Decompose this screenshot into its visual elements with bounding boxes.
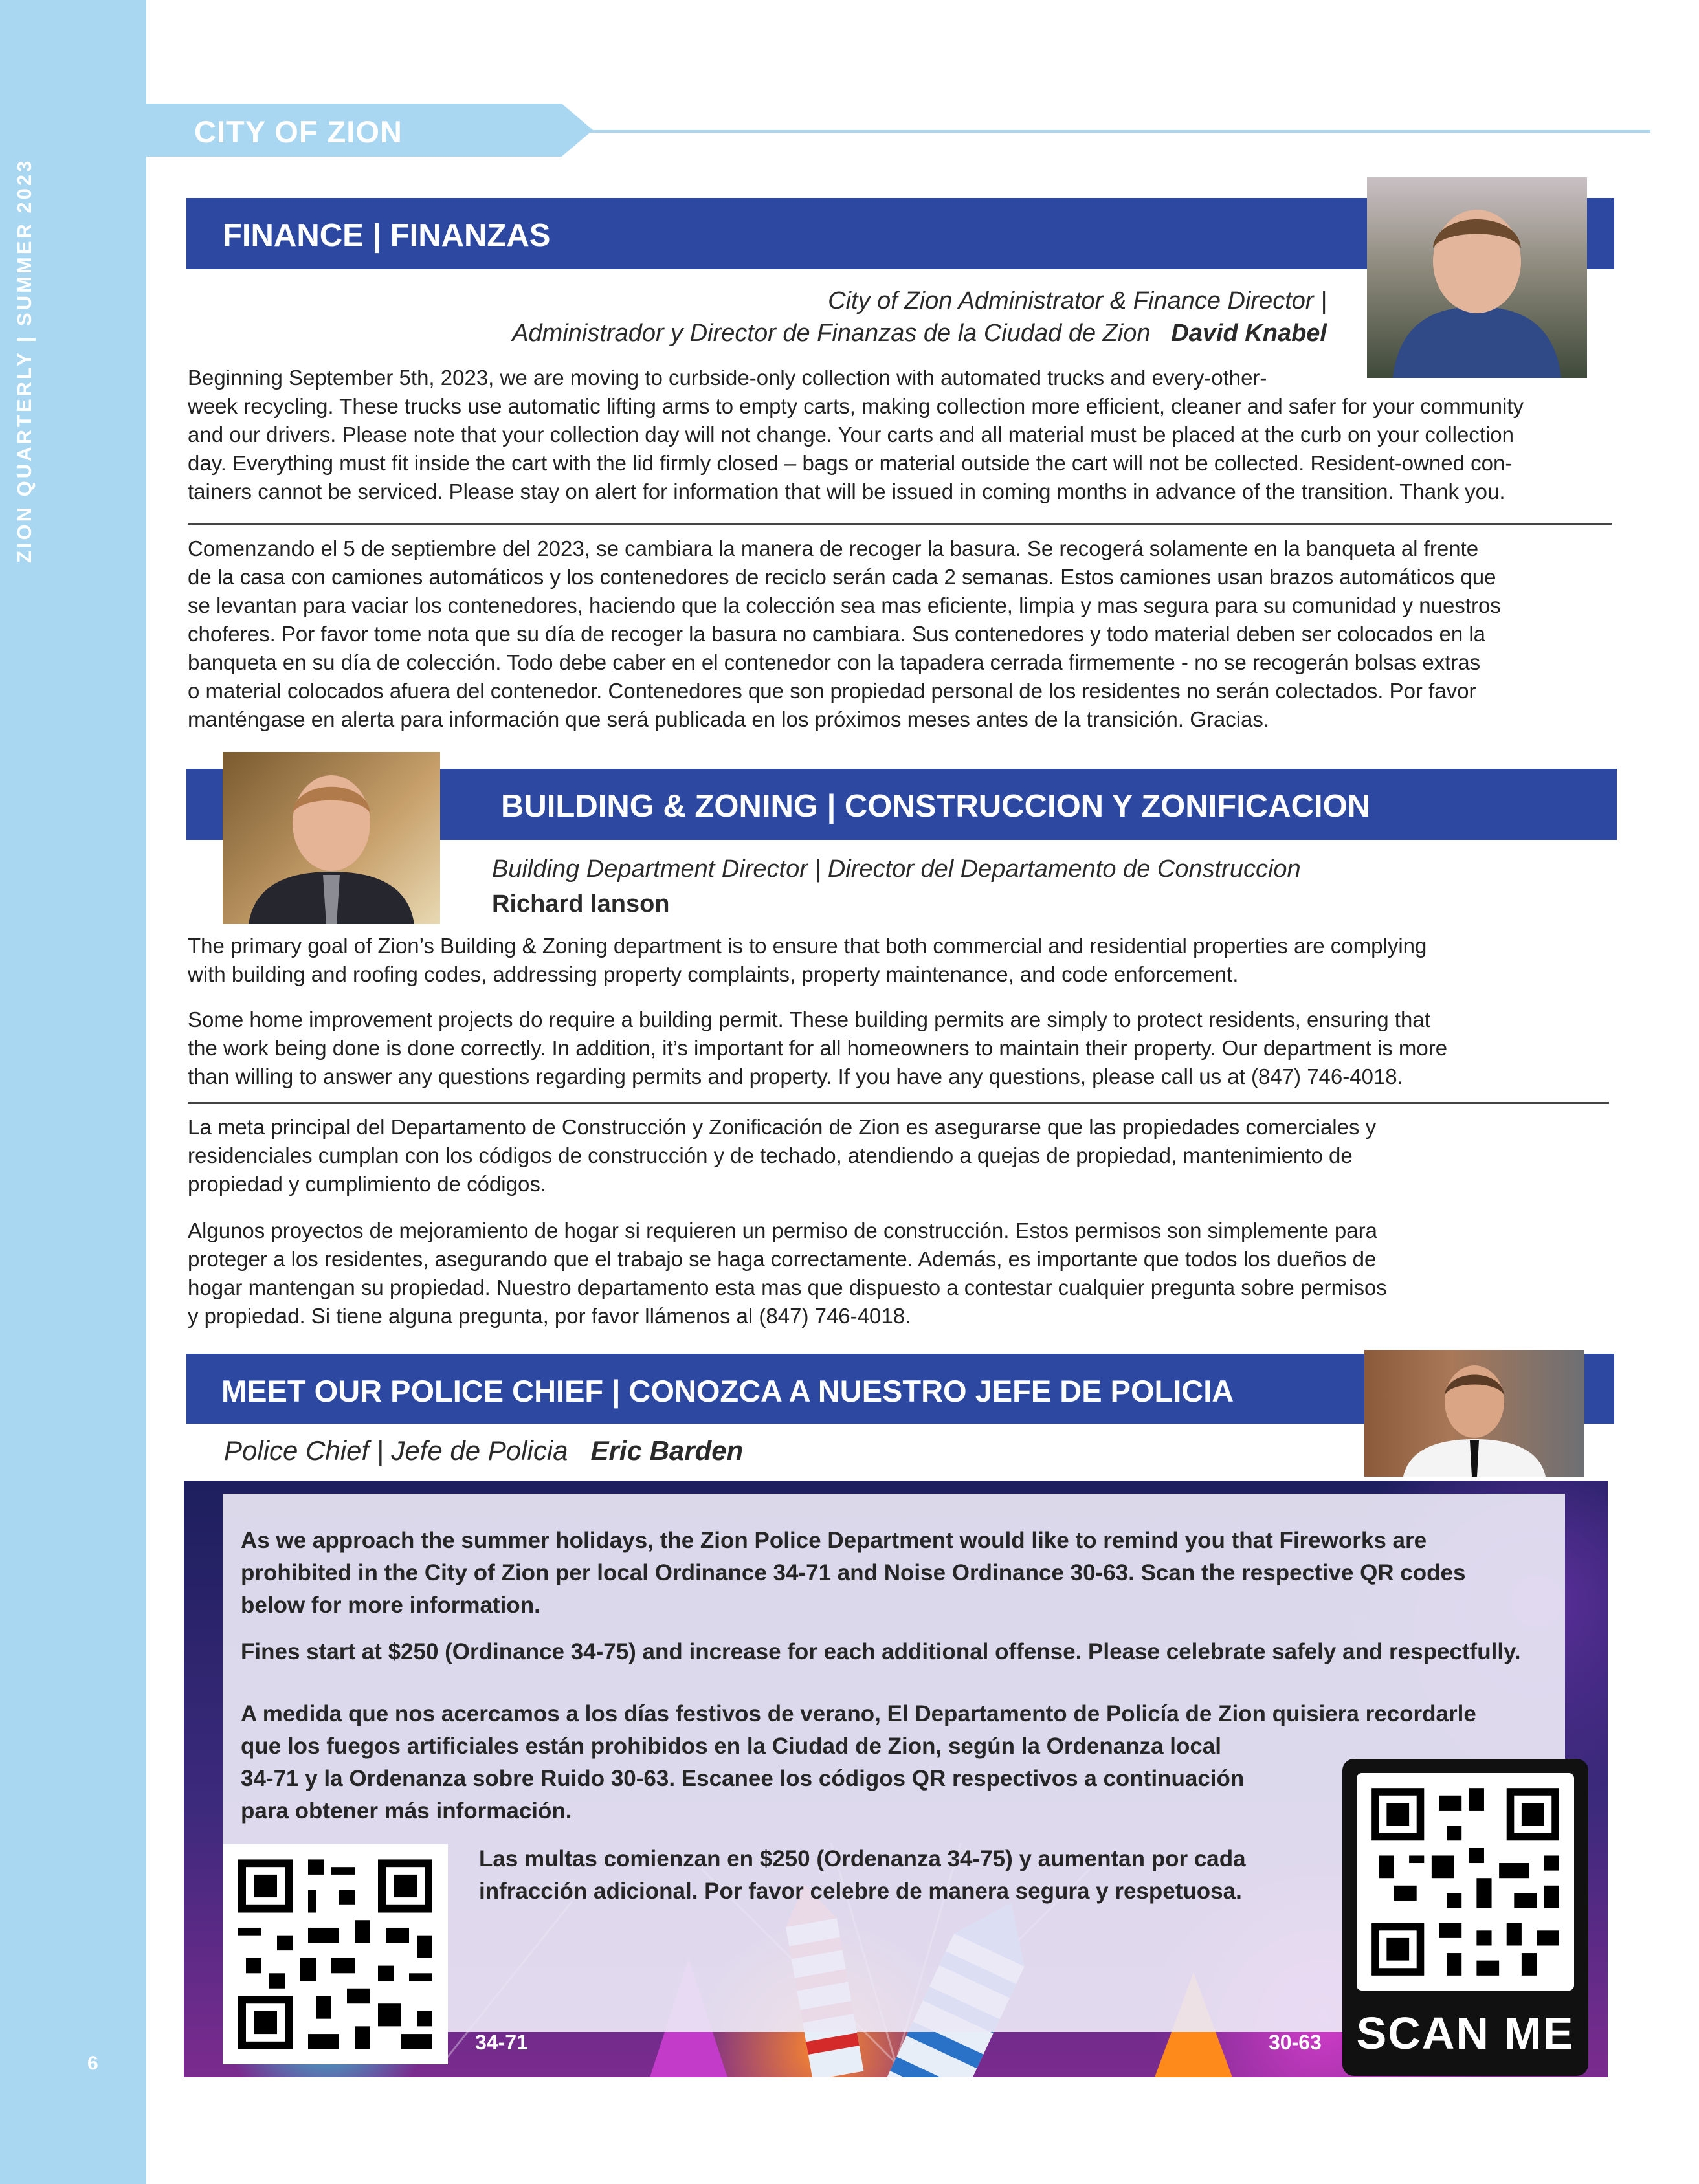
finance-role-line1: City of Zion Administrator & Finance Director | (828, 287, 1327, 314)
finance-title: FINANCE | FINANZAS (223, 218, 551, 253)
qr-code-ordinance-34-71[interactable] (223, 1844, 448, 2064)
fireworks-notice-english: As we approach the summer holidays, the Zion Police Department would like to remind you that Fireworks are prohibited in the City of Zion per local Ordinance 34-71 and Noise Ordinance 30-63. Scan the respective QR codes below for more information. (241, 1528, 1466, 1618)
building-role: Building Department Director | Director del Departamento de Construccion (492, 855, 1301, 883)
qr-icon (223, 1844, 448, 2064)
building-spanish-paragraph-1: La meta principal del Departamento de Construcción y Zonificación de Zion es asegurarse que las propiedades comerciales y residenciales cumplan con los códigos de construcción y de techado, atendiendo a quejas de propiedad, mantenimiento de propiedad y cumplimiento de códigos. (188, 1115, 1377, 1196)
issue-label: ZION QUARTERLY | SUMMER 2023 (13, 158, 36, 563)
building-director-name: Richard lanson (492, 890, 670, 918)
finance-english-paragraph: Beginning September 5th, 2023, we are moving to curbside-only collection with automated trucks and every-other- week recycling. These trucks use automatic lifting arms to empty carts, making collection more efficient, cleaner and safer for your community and our drivers. Please note that your collection day will not change. Your carts and all material must be placed at the curb on your collection day. Everything must fit inside the cart with the lid firmly closed – bags or material outside the cart will not be collected. Resident-owned con- tainers cannot be serviced. Please stay on alert for information that will be issued in coming months in advance of the transition. Thank you. (188, 366, 1524, 503)
building-director-photo (223, 752, 440, 924)
building-title: BUILDING & ZONING | CONSTRUCCION Y ZONIFICACION (501, 789, 1371, 824)
building-spanish-paragraph-2: Algunos proyectos de mejoramiento de hogar si requieren un permiso de construcción. Estos permisos son simplemente para proteger a los residentes, asegurando que el trabajo se haga correctamente. Además, es importante que todos los dueños de hogar mantengan su propiedad. Nuestro departamento esta mas que dispuesto a contestar cualquier pregunta sobre permisos y propiedad. Si tiene alguna pregunta, por favor llámenos al (847) 746-4018. (188, 1219, 1387, 1328)
building-english-paragraph-1: The primary goal of Zion’s Building & Zoning department is to ensure that both commercial and residential properties are complying with building and roofing codes, addressing property complaints, property maintenance, and code enforcement. (188, 934, 1427, 986)
finance-director-name: David Knabel (1171, 320, 1327, 347)
police-title: MEET OUR POLICE CHIEF | CONOZCA A NUESTRO JEFE DE POLICIA (221, 1374, 1234, 1408)
qr-label-34-71: 34-71 (475, 2031, 528, 2054)
page-number: 6 (87, 2053, 98, 2074)
fines-spanish: Las multas comienzan en $250 (Ordenanza 34-75) y aumentan por cada infracción adicional. Por favor celebre de manera segura y respetuosa. (479, 1846, 1246, 1904)
scan-me-label: SCAN ME (1356, 2008, 1575, 2058)
fireworks-notice-panel (184, 1481, 1608, 2077)
police-chief-photo (1364, 1350, 1584, 1477)
qr-box (1357, 1773, 1574, 1991)
city-title: CITY OF ZION (194, 115, 403, 149)
building-english-paragraph-2: Some home improvement projects do require a building permit. These building permits are simply to protect residents, ensuring that the work being done is done correctly. In addition, it’s important for all homeowners to maintain their property. Our department is more than willing to answer any questions regarding permits and property. If you have any questions, please call us at (847) 746-4018. (188, 1008, 1448, 1088)
qr-code-ordinance-30-63[interactable] (1342, 1759, 1588, 2076)
qr-icon (1357, 1773, 1574, 1991)
divider (188, 523, 1612, 525)
divider (188, 1102, 1609, 1104)
police-role: Police Chief | Jefe de Policia (224, 1435, 568, 1466)
header-rule (583, 130, 1650, 133)
fireworks-notice-spanish: A medida que nos acercamos a los días festivos de verano, El Departamento de Policía de Zion quisiera recordarle que los fuegos artificiales están prohibidos en la Ciudad de Zion, según la Ordenanza local 34-71 y la Ordenanza sobre Ruido 30-63. Escanee los códigos QR respectivos a continuación para obtener más información. (241, 1701, 1476, 1824)
finance-role-line2: Administrador y Director de Finanzas de la Ciudad de Zion (512, 320, 1151, 347)
fines-english: Fines start at $250 (Ordinance 34-75) and increase for each additional offense. Please celebrate safely and respectfully. (241, 1639, 1521, 1664)
finance-spanish-paragraph: Comenzando el 5 de septiembre del 2023, se cambiara la manera de recoger la basura. Se recogerá solamente en la banqueta al frente de la casa con camiones automáticos y los contenedores de reciclo serán cada 2 semanas. Estos camiones usan brazos automáticos que se levantan para vaciar los contenedores, haciendo que la colección sea mas eficiente, limpia y mas segura para su comunidad y nuestros choferes. Por favor tome nota que su día de recoger la basura no cambiara. Sus contenedores y todo material deben ser colocados en la banqueta en su día de colección. Todo debe caber en el contenedor con la tapadera cerrada firmemente - no se recogerán bolsas extras o material colocados afuera del contenedor. Contenedores que son propiedad personal de los residentes no serán colectados. Por favor manténgase en alerta para información que será publicada en los próximos meses antes de la transición. Gracias. (188, 536, 1501, 731)
qr-label-30-63: 30-63 (1269, 2031, 1322, 2054)
finance-director-photo (1367, 177, 1587, 378)
police-chief-name: Eric Barden (590, 1435, 744, 1466)
